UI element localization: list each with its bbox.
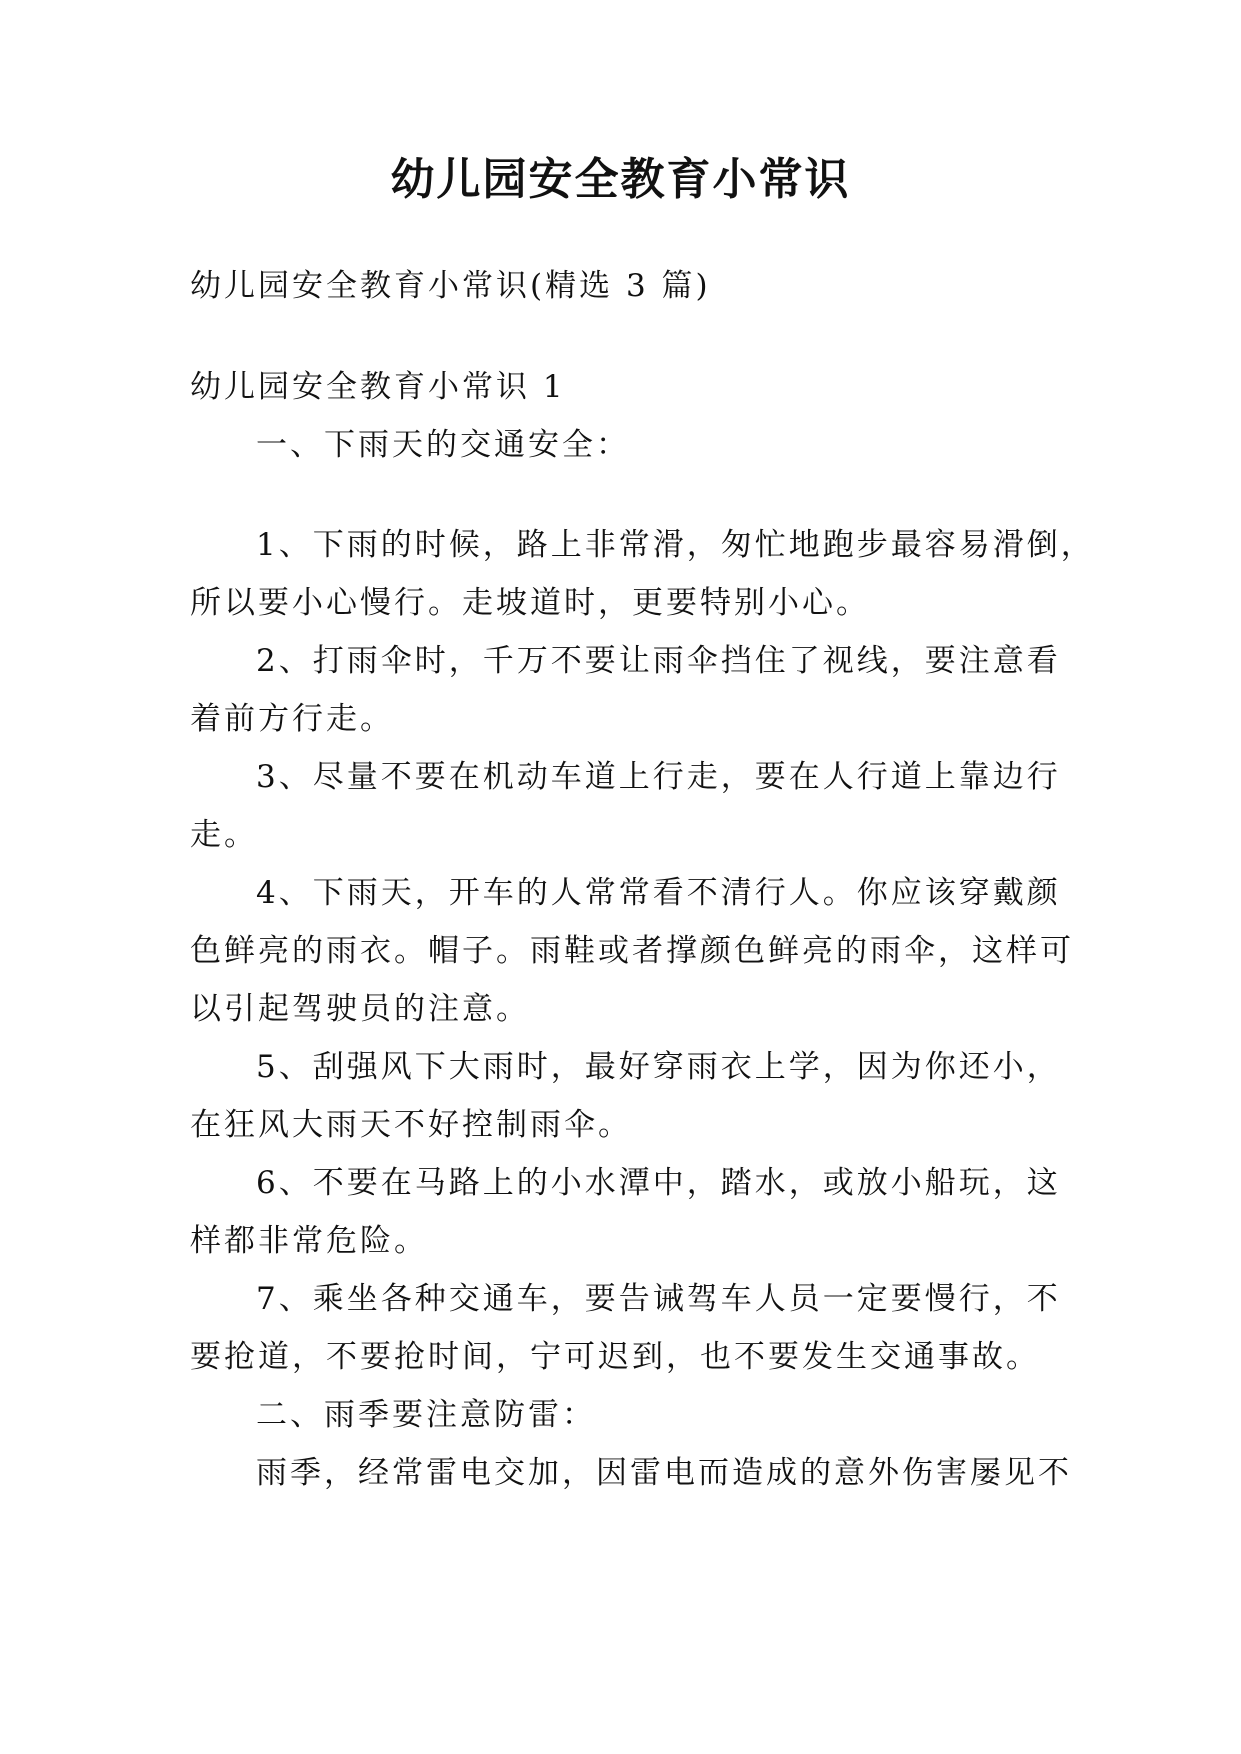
text-line: 样都非常危险。 (190, 1223, 428, 1259)
section-heading: 幼儿园安全教育小常识 1 (190, 369, 566, 405)
document-subtitle-block (190, 257, 1050, 315)
text-line: 走。 (190, 817, 258, 853)
text-line: 在狂风大雨天不好控制雨伞。 (190, 1107, 632, 1143)
text-line: 以引起驾驶员的注意。 (190, 991, 530, 1027)
body-text (190, 516, 1095, 1502)
text-line: 着前方行走。 (190, 701, 394, 737)
text-line: 所以要小心慢行。走坡道时，更要特别小心。 (190, 585, 870, 621)
text-line: 7、乘坐各种交通车，要告诫驾车人员一定要慢行，不 (256, 1281, 1061, 1317)
text-line: 3、尽量不要在机动车道上行走，要在人行道上靠边行 (256, 759, 1061, 795)
page-title: 幼儿园安全教育小常识 (390, 154, 851, 205)
document-subtitle: 幼儿园安全教育小常识(精选 3 篇) (190, 268, 711, 304)
text-line: 色鲜亮的雨衣。帽子。雨鞋或者撑颜色鲜亮的雨伞，这样可 (190, 933, 1074, 969)
section-block (190, 358, 1050, 474)
text-line: 1、下雨的时候，路上非常滑，匆忙地跑步最容易滑倒， (256, 527, 1095, 563)
text-line: 6、不要在马路上的小水潭中，踏水，或放小船玩，这 (256, 1165, 1061, 1201)
text-line: 雨季，经常雷电交加，因雷电而造成的意外伤害屡见不 (256, 1455, 1072, 1491)
text-line: 5、刮强风下大雨时，最好穿雨衣上学，因为你还小， (256, 1049, 1061, 1085)
text-line: 2、打雨伞时，千万不要让雨伞挡住了视线，要注意看 (256, 643, 1061, 679)
part2-heading: 二、雨季要注意防雷： (256, 1397, 596, 1433)
part1-heading: 一、下雨天的交通安全： (256, 427, 630, 463)
text-line: 要抢道，不要抢时间，宁可迟到，也不要发生交通事故。 (190, 1339, 1040, 1375)
text-line: 4、下雨天，开车的人常常看不清行人。你应该穿戴颜 (256, 875, 1061, 911)
